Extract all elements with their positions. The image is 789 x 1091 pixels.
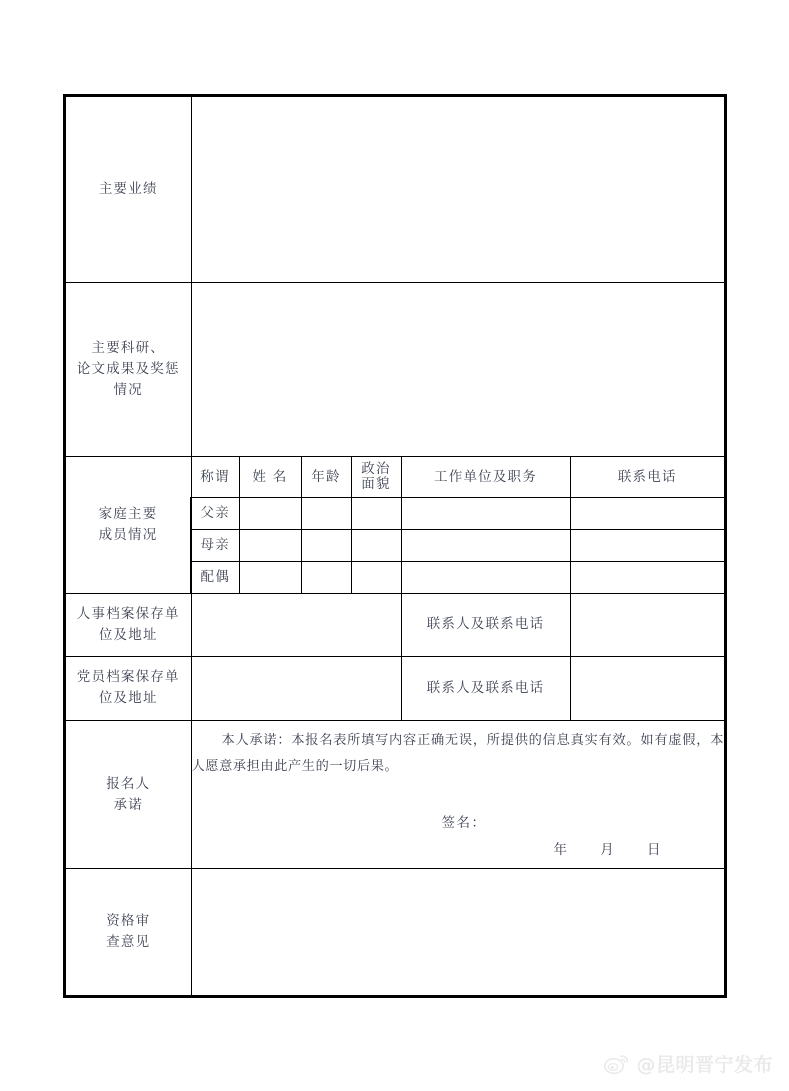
field-personnel-archive[interactable] <box>191 593 401 657</box>
registration-form-table <box>64 95 724 997</box>
watermark <box>604 1050 773 1077</box>
header-political-line2: 面貌 <box>361 476 391 493</box>
cell-age-father[interactable] <box>301 498 351 530</box>
date-year-label: 年 <box>553 842 569 859</box>
label-party-archive-line2: 位及地址 <box>98 690 158 707</box>
row-research <box>65 283 725 457</box>
cell-phone-father[interactable] <box>570 498 725 530</box>
label-party-archive-contact: 联系人及联系电话 <box>401 657 570 721</box>
commitment-paragraph: 本人承诺：本报名表所填写内容正确无误，所提供的信息真实有效。如有虚假，本人愿意承担由此产生的一切后果。 <box>191 732 724 774</box>
watermark-text: @昆明晋宁发布 <box>636 1054 773 1076</box>
header-relation: 称谓 <box>191 457 239 498</box>
row-commitment <box>65 720 725 869</box>
cell-phone-spouse[interactable] <box>570 561 725 593</box>
cell-name-spouse[interactable] <box>239 561 301 593</box>
cell-relation-father: 父亲 <box>191 498 239 530</box>
row-personnel-archive <box>65 593 725 657</box>
signature-label: 签名： <box>441 815 487 832</box>
field-qualification-review[interactable] <box>191 869 725 996</box>
commitment-block <box>191 720 725 869</box>
row-qualification-review <box>65 869 725 996</box>
cell-name-father[interactable] <box>239 498 301 530</box>
label-research-line1: 主要科研、 <box>91 340 165 357</box>
label-party-archive <box>65 657 191 721</box>
form-table <box>64 95 726 997</box>
date-day-label: 日 <box>647 842 663 859</box>
field-party-archive-contact[interactable] <box>570 657 725 721</box>
label-commitment-line2: 承诺 <box>113 796 143 813</box>
header-phone: 联系电话 <box>570 457 725 498</box>
field-research[interactable] <box>191 283 725 457</box>
header-political-line1: 政治 <box>361 460 391 477</box>
label-research-line2: 论文成果及奖惩 <box>76 361 180 378</box>
field-personnel-archive-contact[interactable] <box>570 593 725 657</box>
field-party-archive[interactable] <box>191 657 401 721</box>
label-personnel-archive-line2: 位及地址 <box>98 626 158 643</box>
label-personnel-archive-contact: 联系人及联系电话 <box>401 593 570 657</box>
label-personnel-archive <box>65 593 191 657</box>
cell-political-spouse[interactable] <box>351 561 401 593</box>
label-research <box>65 283 191 457</box>
cell-political-father[interactable] <box>351 498 401 530</box>
cell-relation-mother: 母亲 <box>191 530 239 562</box>
cell-name-mother[interactable] <box>239 530 301 562</box>
label-family-line1: 家庭主要 <box>98 506 158 523</box>
cell-political-mother[interactable] <box>351 530 401 562</box>
cell-age-mother[interactable] <box>301 530 351 562</box>
row-family-header <box>65 457 725 498</box>
header-political-status <box>351 457 401 498</box>
label-qualification-review-line2: 查意见 <box>106 934 151 951</box>
label-qualification-review-line1: 资格审 <box>106 913 151 930</box>
header-age: 年龄 <box>301 457 351 498</box>
row-party-archive <box>65 657 725 721</box>
field-achievements[interactable] <box>191 96 725 283</box>
cell-age-spouse[interactable] <box>301 561 351 593</box>
date-line <box>192 840 725 861</box>
header-work-unit: 工作单位及职务 <box>401 457 570 498</box>
label-family <box>65 457 191 593</box>
cell-work-unit-mother[interactable] <box>401 530 570 562</box>
label-family-line2: 成员情况 <box>98 526 158 543</box>
cell-work-unit-father[interactable] <box>401 498 570 530</box>
label-personnel-archive-line1: 人事档案保存单 <box>76 605 180 622</box>
cell-relation-spouse: 配偶 <box>191 561 239 593</box>
label-commitment <box>65 720 191 869</box>
label-research-line3: 情况 <box>113 382 143 399</box>
cell-phone-mother[interactable] <box>570 530 725 562</box>
label-qualification-review <box>65 869 191 996</box>
label-achievements: 主要业绩 <box>65 96 191 283</box>
label-party-archive-line1: 党员档案保存单 <box>76 669 180 686</box>
cell-work-unit-spouse[interactable] <box>401 561 570 593</box>
date-month-label: 月 <box>600 842 616 859</box>
label-commitment-line1: 报名人 <box>106 775 151 792</box>
row-achievements <box>65 96 725 283</box>
header-name: 姓 名 <box>239 457 301 498</box>
weibo-icon <box>604 1053 630 1075</box>
